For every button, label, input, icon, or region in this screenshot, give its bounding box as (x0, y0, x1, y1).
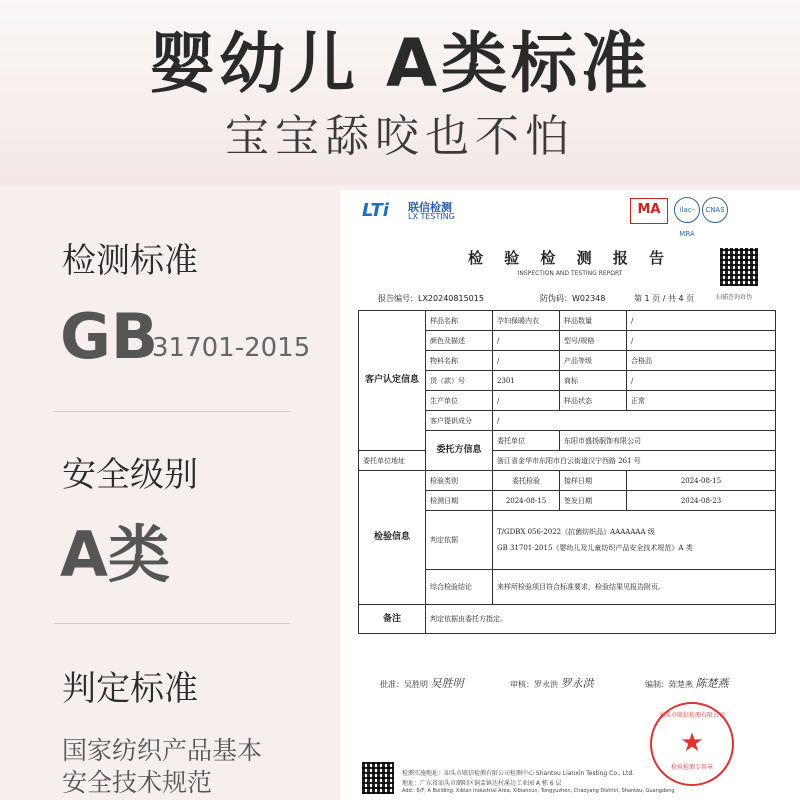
cell-key: 样品状态 (560, 391, 627, 411)
standard-code: GB (60, 300, 159, 373)
cell-value: 判定依据由委托方指定。 (426, 605, 776, 634)
report-number: 报告编号：LX20240815015 (378, 294, 484, 303)
cell-key: 样品名称 (426, 311, 493, 331)
report-title-en: INSPECTION AND TESTING REPORT (517, 270, 623, 277)
judge-desc-line2: 安全技术规范 (62, 768, 213, 797)
cell-value: / (493, 391, 560, 411)
cell-key: 物料名称 (426, 351, 493, 371)
cell-key: 委托单位 (493, 431, 560, 451)
cell-value: / (627, 311, 776, 331)
qr-code-icon (720, 248, 758, 286)
approve-label: 批准：吴胜明 (380, 680, 428, 689)
cell-key: 型号/规格 (560, 331, 627, 351)
cnas-seal-icon: CNAS (702, 197, 728, 223)
judge-desc-line1: 国家纺织产品基本 (62, 736, 263, 765)
cell-value: 浙江省金华市东阳市白云街道汉宁西路 261 号 (493, 451, 776, 471)
basis-line2: GB 31701-2015《婴幼儿及儿童纺织产品安全技术规范》A 类 (497, 544, 693, 552)
report-table (358, 310, 776, 634)
cell-value: 2024-08-15 (627, 471, 776, 491)
cell-value: 委托检验 (493, 471, 560, 491)
hero-title: 婴幼儿 A类标准 (148, 25, 652, 102)
cell-key: 接样日期 (560, 471, 627, 491)
review-sig: 罗永洪 (560, 677, 594, 690)
cell-key: 判定依据 (426, 511, 493, 570)
cell-key: 样品数量 (560, 311, 627, 331)
approve-signature (380, 675, 464, 691)
section-entrust: 委托方信息 (426, 431, 493, 471)
spec-panel (0, 185, 340, 800)
cell-value: 正常 (627, 391, 776, 411)
prepare-label: 编制：陈楚燕 (645, 680, 693, 689)
qr-caption: 扫描查询真伪 (716, 294, 753, 301)
hero-banner (0, 0, 800, 185)
lab-name-en: LX TESTING (408, 212, 455, 221)
lab-logo: LTi (362, 200, 389, 221)
cell-value: / (493, 351, 560, 371)
cell-key: 商标 (560, 371, 627, 391)
footer-line2: 地址：广东省汕头市潮阳区铜盂镇达村溪边工业园 A 栋 6 层 (402, 780, 562, 787)
cell-key: 签发日期 (560, 491, 627, 511)
review-label: 审核：罗永洪 (510, 680, 558, 689)
basis-line1: T/GDBX 056-2022《抗菌纺织品》AAAAAAA 级 (497, 528, 655, 536)
cell-key: 委托单位地址 (359, 451, 426, 471)
standard-label: 检测标准 (62, 241, 198, 281)
cell-key: 生产单位 (426, 391, 493, 411)
section-note: 备注 (359, 605, 426, 634)
divider (54, 411, 290, 412)
cell-value: 孕妇保暖内衣 (493, 311, 560, 331)
review-signature (510, 675, 594, 691)
ilac-seal-icon: ilac-MRA (674, 197, 700, 223)
cell-key: 产品等级 (560, 351, 627, 371)
anti-fake-code: 防伪码：W02348 (540, 294, 606, 303)
cell-value: 来样所检验项目符合标准要求，检验结果见报告附页。 (493, 570, 776, 605)
cell-key: 货（款）号 (426, 371, 493, 391)
divider (54, 623, 290, 624)
cell-value: / (627, 331, 776, 351)
cell-value: 2024-08-23 (627, 491, 776, 511)
prepare-sig: 陈楚燕 (695, 677, 729, 690)
cell-key: 检验类别 (426, 471, 493, 491)
page-indicator: 第 1 页 / 共 4 页 (634, 294, 695, 303)
lab-name-cn: 联信检测 (408, 201, 452, 214)
cell-key: 客户提供成分 (426, 411, 493, 431)
seal-text-top: 汕头市联信检测有限公司 (658, 712, 725, 719)
cell-value: 2024-08-15 (493, 491, 560, 511)
cell-value (493, 511, 776, 570)
ma-certification-icon: MA (630, 198, 668, 224)
cell-value: 合格品 (627, 351, 776, 371)
approve-sig: 吴胜明 (430, 677, 464, 690)
test-report (340, 190, 800, 800)
cell-key: 综合检验结论 (426, 570, 493, 605)
cell-value: / (493, 411, 776, 431)
section-inspect: 检验信息 (359, 471, 426, 605)
footer-line1: 检测实施地址：汕头市联信检测有限公司检测中心 Shantou Lianxin Testing Co., Ltd. (402, 770, 635, 777)
prepare-signature (645, 675, 729, 691)
hero-subtitle: 宝宝舔咬也不怕 (225, 111, 575, 162)
section-client: 客户认定信息 (359, 311, 426, 451)
cell-value: 2301 (493, 371, 560, 391)
judge-label: 判定标准 (62, 669, 198, 709)
footer-qr-icon (362, 762, 394, 794)
standard-number: 31701-2015 (152, 333, 311, 363)
cell-key: 检测日期 (426, 491, 493, 511)
cell-value: / (493, 331, 560, 351)
star-icon: ★ (680, 728, 704, 758)
cell-value: 东阳市盛扬服饰有限公司 (560, 431, 776, 451)
footer-line3: Add.: 6/F, A Building, Xibian Industrial Area, Xibiancun, Tongyuzhen, Chaoyang District, Shantou, Guangdong (402, 788, 675, 794)
seal-text-bottom: 检验检测专用章 (670, 764, 713, 771)
report-title: 检 验 检 测 报 告 (467, 249, 673, 267)
safety-value: A类 (60, 518, 170, 591)
safety-label: 安全级别 (62, 455, 198, 495)
cell-value: / (627, 371, 776, 391)
cell-key: 颜色及描述 (426, 331, 493, 351)
official-seal-icon (650, 702, 734, 786)
